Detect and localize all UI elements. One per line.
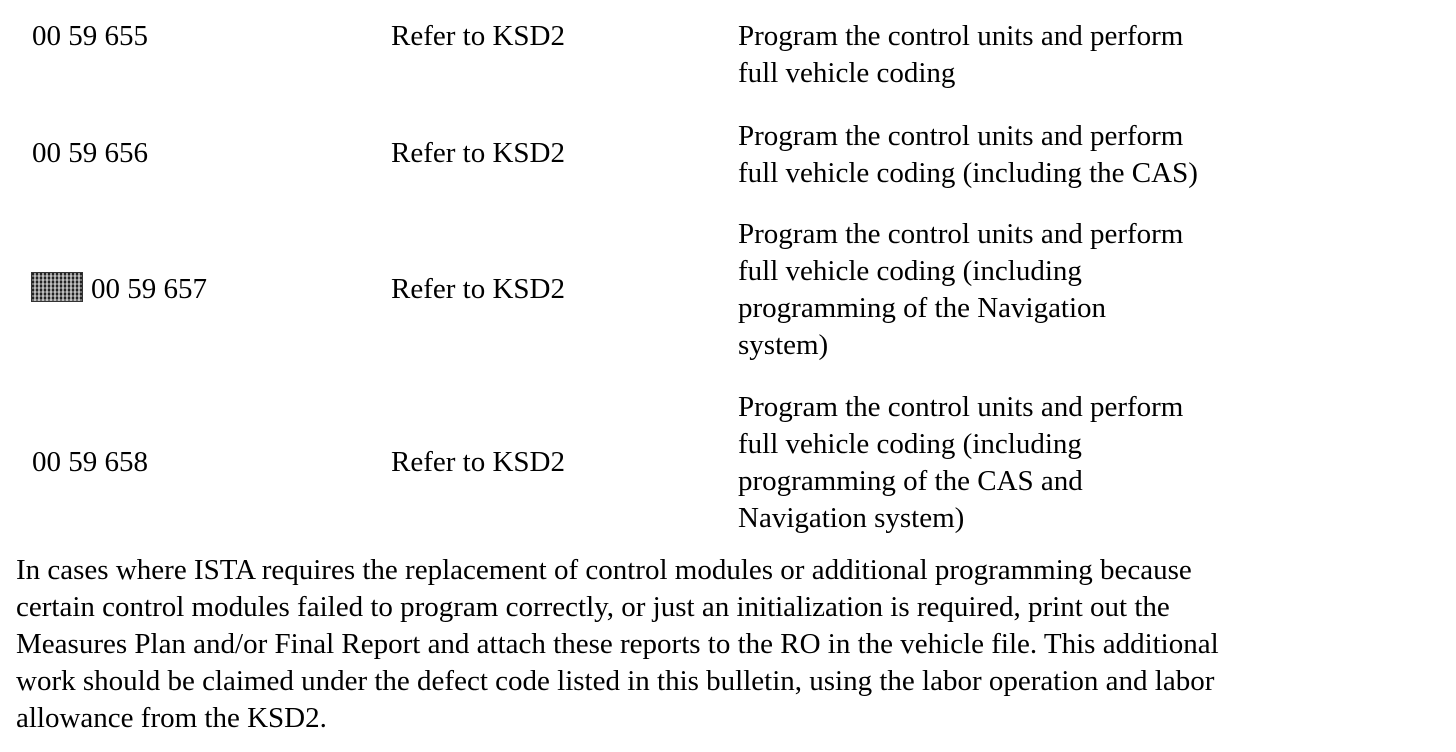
description-line: full vehicle coding (including xyxy=(738,428,1082,460)
description-line: system) xyxy=(738,329,829,361)
description-line: full vehicle coding (including xyxy=(738,255,1082,287)
labor-code: 00 59 658 xyxy=(32,446,148,478)
paragraph-line: In cases where ISTA requires the replacement of control modules or additional programming because xyxy=(16,554,1192,586)
description-line: Program the control units and perform xyxy=(738,20,1184,52)
labor-code: 00 59 657 xyxy=(91,273,207,305)
paragraph-line: Measures Plan and/or Final Report and attach these reports to the RO in the vehicle file. This additional xyxy=(16,628,1219,660)
description-line: full vehicle coding (including the CAS) xyxy=(738,157,1198,189)
change-marker-icon xyxy=(31,272,83,302)
paragraph-line: allowance from the KSD2. xyxy=(16,702,327,734)
description xyxy=(738,389,1298,537)
paragraph-line: work should be claimed under the defect code listed in this bulletin, using the labor operation and labor xyxy=(16,665,1215,697)
paragraph-line: certain control modules failed to program correctly, or just an initialization is required, print out the xyxy=(16,591,1170,623)
description-line: full vehicle coding xyxy=(738,57,956,89)
description-line: Program the control units and perform xyxy=(738,391,1184,423)
labor-code: 00 59 656 xyxy=(32,137,148,169)
description xyxy=(738,18,1298,92)
reference-text: Refer to KSD2 xyxy=(391,446,565,478)
reference-text: Refer to KSD2 xyxy=(391,273,565,305)
reference-text: Refer to KSD2 xyxy=(391,20,565,52)
description-line: Navigation system) xyxy=(738,502,965,534)
labor-code: 00 59 655 xyxy=(32,20,148,52)
description xyxy=(738,216,1298,364)
reference-text: Refer to KSD2 xyxy=(391,137,565,169)
body-paragraph xyxy=(16,552,1436,737)
description-line: programming of the Navigation xyxy=(738,292,1107,324)
description-line: programming of the CAS and xyxy=(738,465,1083,497)
labor-code-cell xyxy=(32,271,207,308)
description-line: Program the control units and perform xyxy=(738,120,1184,152)
description xyxy=(738,118,1298,192)
description-line: Program the control units and perform xyxy=(738,218,1184,250)
